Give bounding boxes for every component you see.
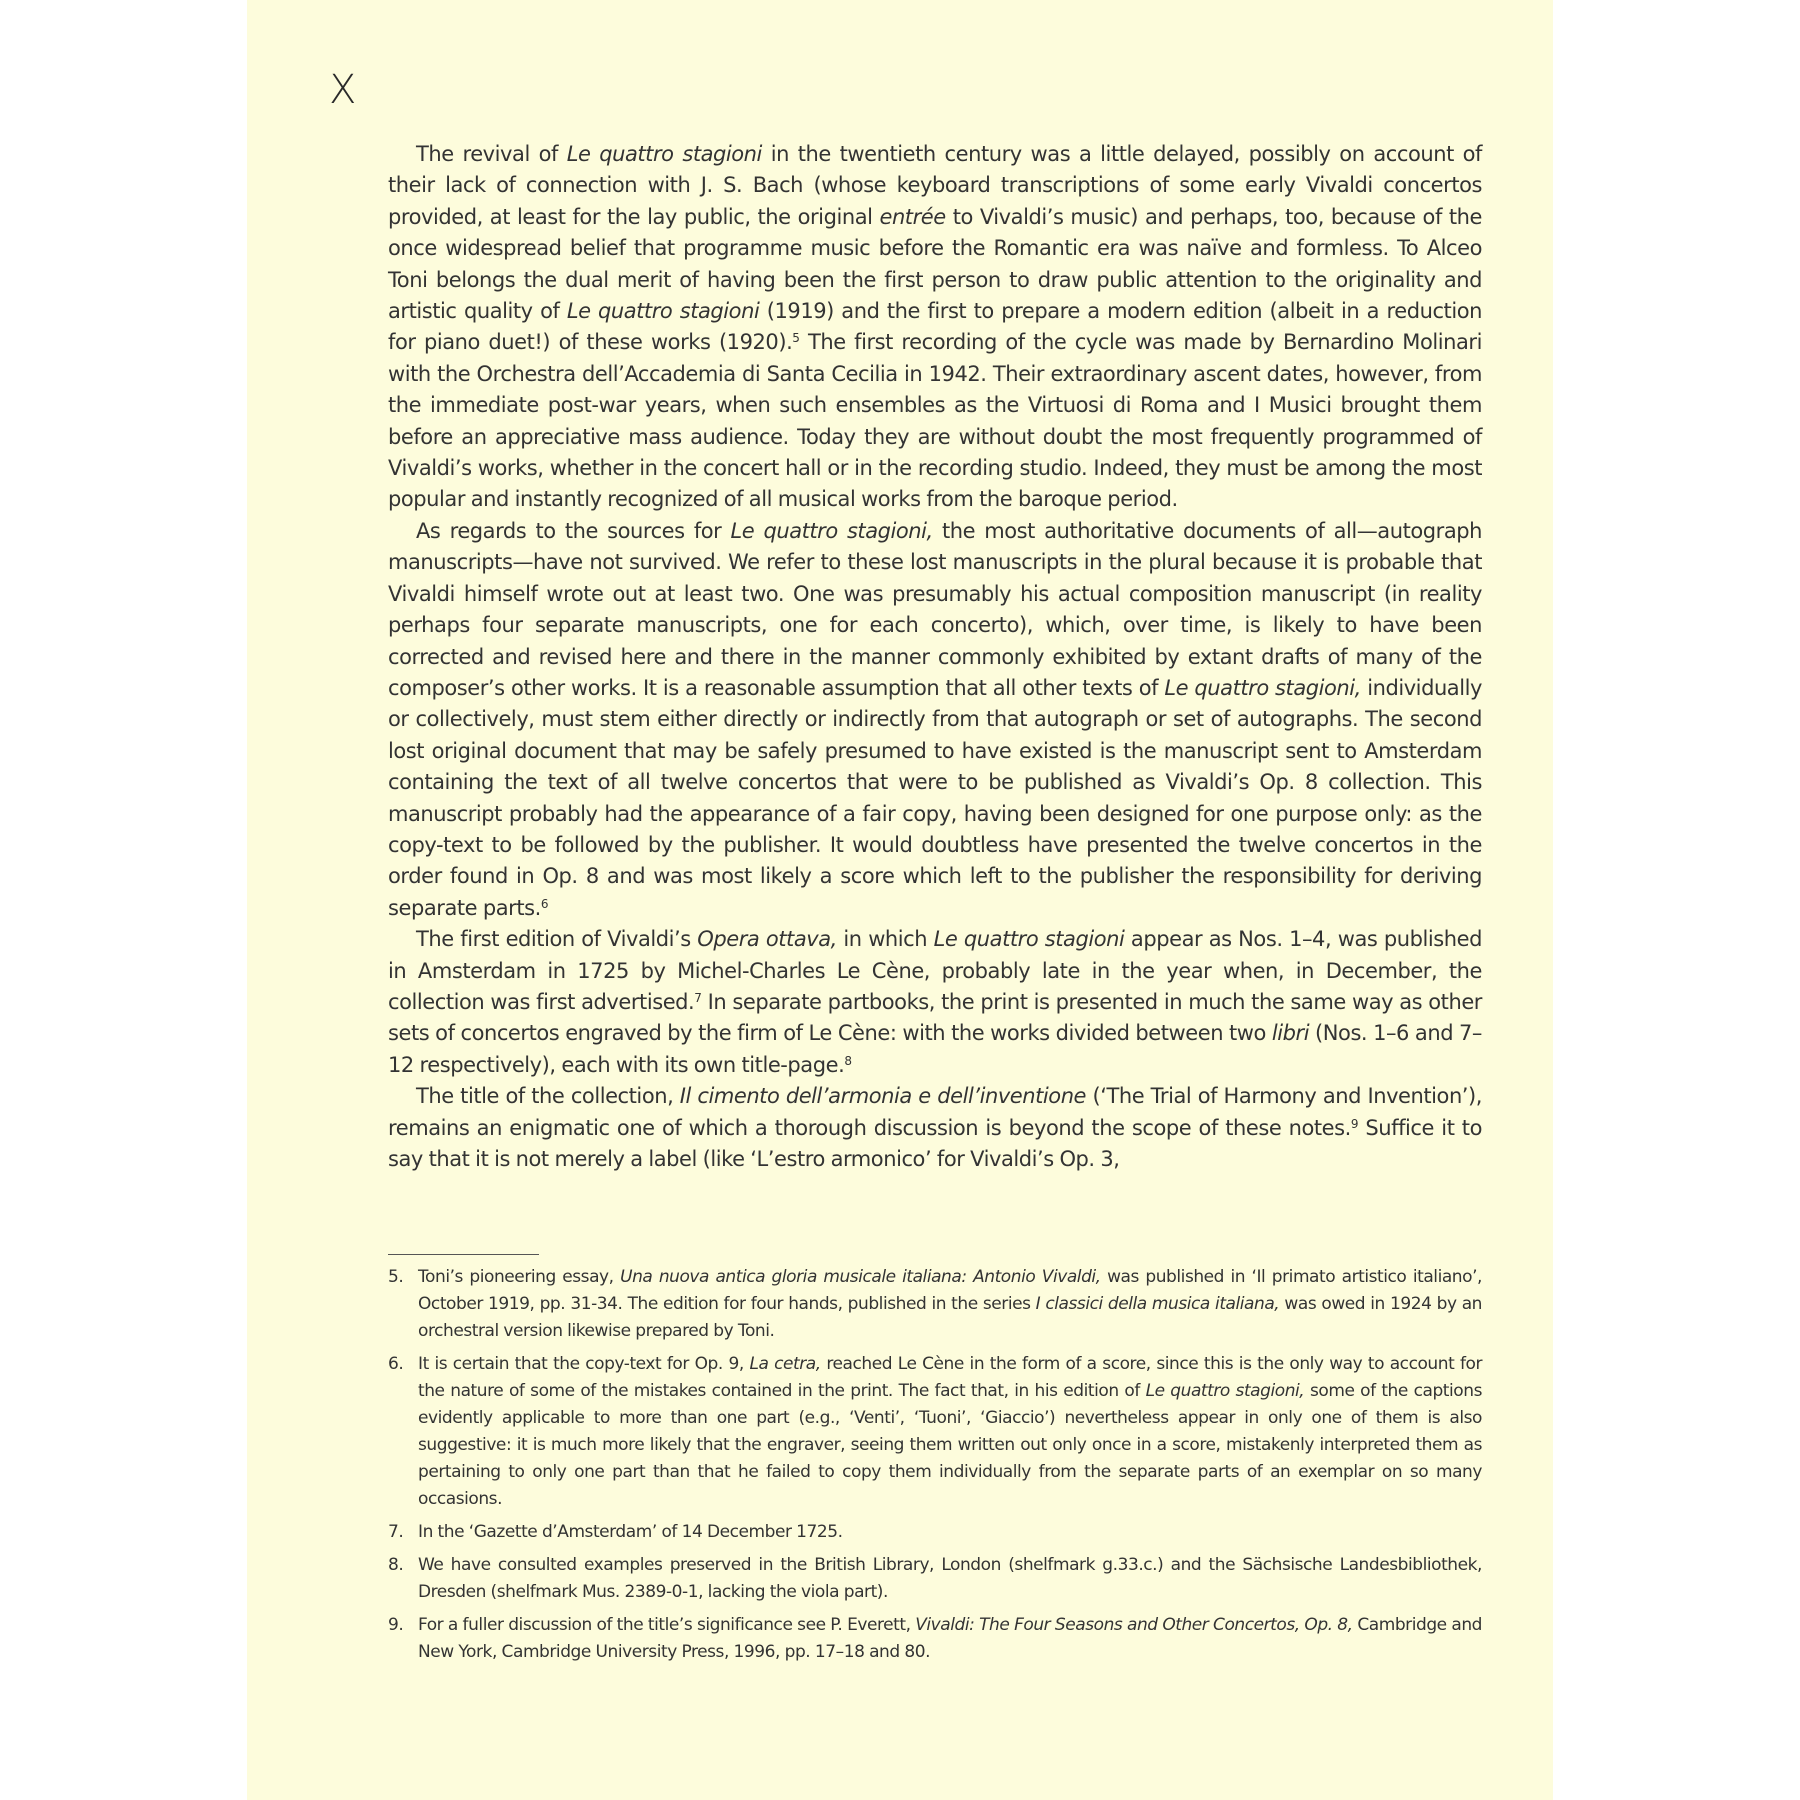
text-run: Toni’s pioneering essay,	[418, 1267, 621, 1287]
italic-text: Le quattro stagioni,	[1145, 1381, 1305, 1401]
text-run: The revival of	[416, 142, 567, 166]
paragraph	[388, 139, 1482, 516]
footnote	[388, 1552, 1482, 1606]
italic-text: Opera ottava,	[697, 927, 837, 952]
text-run: As regards to the sources for	[416, 518, 731, 543]
footnote	[388, 1612, 1482, 1666]
text-run: The first recording of the cycle was made by Bernardino Molinari with the Orchestra dell’Accademia di Santa Cecilia in 1942. Their extraordinary ascent dates, however, from the immediate post-war years, when such ensembles as the Virtuosi di Roma and I Musici brought them before an appreciative mass audience. Today they are without doubt the most frequently programmed of Vivaldi’s works, whether in the concert hall or in the recording studio. Indeed, they must be among the most popular and instantly recognized of all musical works from the baroque period.	[388, 330, 1482, 512]
text-run: was published in ‘Il primato artistico italiano’, October 1919, pp. 31-34. The edition for four hands, published in the series	[418, 1267, 1482, 1314]
italic-text: entrée	[879, 204, 946, 229]
text-run: some of the captions evidently applicable to more than one part (e.g., ‘Venti’, ‘Tuoni’, ‘Giaccio’) nevertheless appear in only one of them is also suggestive: it is much more likely that the engraver, seeing them written out only once in a score, mistakenly interpreted them as pertaining to only one part than that he failed to copy them individually from the separate parts of an exemplar on so many occasions.	[418, 1381, 1482, 1509]
text-run: The title of the collection,	[416, 1084, 680, 1109]
page-number: X	[329, 67, 357, 113]
footnote-number: 7.	[388, 1522, 404, 1542]
text-run: For a fuller discussion of the title’s significance see P. Everett,	[418, 1615, 916, 1635]
footnote-ref: 5	[792, 331, 800, 346]
text-run: It is certain that the copy-text for Op. 9,	[418, 1354, 750, 1374]
text-run: (1919) and the first to prepare a modern edition (albeit in a reduction for piano duet!) of these works (1920).	[388, 299, 1482, 355]
footnotes	[388, 1264, 1482, 1672]
footnote-number: 5.	[388, 1267, 404, 1287]
italic-text: Vivaldi: The Four Seasons and Other Concertos, Op. 8,	[915, 1615, 1353, 1635]
italic-text: Le quattro stagioni	[933, 927, 1125, 952]
paragraph	[388, 1081, 1482, 1175]
footnote-number: 8.	[388, 1555, 404, 1575]
footnote-number: 6.	[388, 1354, 404, 1374]
italic-text: Una nuova antica gloria musicale italiana: Antonio Vivaldi,	[620, 1267, 1101, 1287]
italic-text: La cetra,	[749, 1354, 821, 1374]
footnote-ref: 9	[1350, 1116, 1359, 1131]
paragraph	[388, 924, 1482, 1081]
text-run: individually or collectively, must stem either directly or indirectly from that autograph or set of autographs. The second lost original document that may be safely presumed to have existed is the manuscript sent to Amsterdam containing the text of all twelve concertos that were to be published as Vivaldi’s Op. 8 collection. This manuscript probably had the appearance of a fair copy, having been designed for one purpose only: as the copy-text to be followed by the publisher. It would doubtless have presented the twelve concertos in the order found in Op. 8 and was most likely a score which left to the publisher the responsibility for deriving separate parts.	[388, 675, 1482, 920]
italic-text: libri	[1271, 1021, 1310, 1046]
paragraph	[388, 516, 1482, 924]
text-run: appear as Nos. 1–4, was published in Amsterdam in 1725 by Michel-Charles Le Cène, probably late in the year when, in December, the collection was first advertised.	[388, 927, 1482, 1014]
italic-text: I classici della musica italiana,	[1035, 1294, 1280, 1314]
document-page	[247, 0, 1553, 1800]
footnote-ref: 8	[844, 1053, 852, 1068]
italic-text: Le quattro stagioni,	[1164, 675, 1361, 700]
italic-text: Le quattro stagioni	[566, 142, 762, 166]
footnote-divider	[388, 1254, 539, 1255]
text-run: The first edition of Vivaldi’s	[416, 927, 698, 952]
footnote-number: 9.	[388, 1615, 404, 1635]
footnote	[388, 1351, 1482, 1513]
footnote-text	[418, 1519, 1482, 1546]
text-run: in which	[836, 927, 934, 952]
text-run: We have consulted examples preserved in the British Library, London (shelfmark g.33.c.) and the Sächsische Landesbibliothek, Dresden (shelfmark Mus. 2389-0-1, lacking the viola part).	[418, 1555, 1482, 1602]
footnote-ref: 7	[694, 990, 702, 1005]
text-run: was owed in 1924 by an orchestral version likewise prepared by Toni.	[418, 1294, 1483, 1341]
italic-text: Le quattro stagioni,	[730, 518, 933, 543]
italic-text: Le quattro stagioni	[566, 299, 760, 324]
footnote	[388, 1519, 1482, 1546]
footnote-ref: 6	[540, 896, 549, 911]
footnote-text	[418, 1264, 1482, 1345]
text-run: (Nos. 1–6 and 7–12 respectively), each with its own title-page.	[388, 1021, 1482, 1077]
text-run: Cambridge and New York, Cambridge University Press, 1996, pp. 17–18 and 80.	[418, 1615, 1482, 1662]
footnote-text	[418, 1351, 1482, 1513]
italic-text: Il cimento dell’armonia e dell’inventione	[679, 1084, 1087, 1109]
text-run: In the ‘Gazette d’Amsterdam’ of 14 December 1725.	[418, 1522, 843, 1542]
footnote	[388, 1264, 1482, 1345]
text-run: the most authoritative documents of all—autograph manuscripts—have not survived. We refer to these lost manuscripts in the plural because it is probable that Vivaldi himself wrote out at least two. One was presumably his actual composition manuscript (in reality perhaps four separate manuscripts, one for each concerto), which, over time, is likely to have been corrected and revised here and there in the manner commonly exhibited by extant drafts of many of the composer’s other works. It is a reasonable assumption that all other texts of	[388, 518, 1482, 700]
text-run: (‘The Trial of Harmony and Invention’), remains an enigmatic one of which a thorough discussion is beyond the scope of these notes.	[388, 1084, 1482, 1140]
footnote-text	[418, 1612, 1482, 1666]
text-run: reached Le Cène in the form of a score, since this is the only way to account for the nature of some of the mistakes contained in the print. The fact that, in his edition of	[418, 1354, 1482, 1401]
text-run: to Vivaldi’s music) and perhaps, too, because of the once widespread belief that programme music before the Romantic era was naïve and formless. To Alceo Toni belongs the dual merit of having been the first person to draw public attention to the originality and artistic quality of	[388, 204, 1482, 324]
text-run: Suffice it to say that it is not merely a label (like ‘L’estro armonico’ for Vivaldi’s Op. 3,	[388, 1115, 1482, 1171]
text-run: In separate partbooks, the print is presented in much the same way as other sets of concertos engraved by the firm of Le Cène: with the works divided between two	[388, 989, 1482, 1046]
footnote-text	[418, 1552, 1482, 1606]
body-text	[388, 139, 1482, 1175]
text-run: in the twentieth century was a little delayed, possibly on account of their lack of connection with J. S. Bach (whose keyboard transcriptions of some early Vivaldi concertos provided, at least for the lay public, the original	[388, 142, 1482, 229]
